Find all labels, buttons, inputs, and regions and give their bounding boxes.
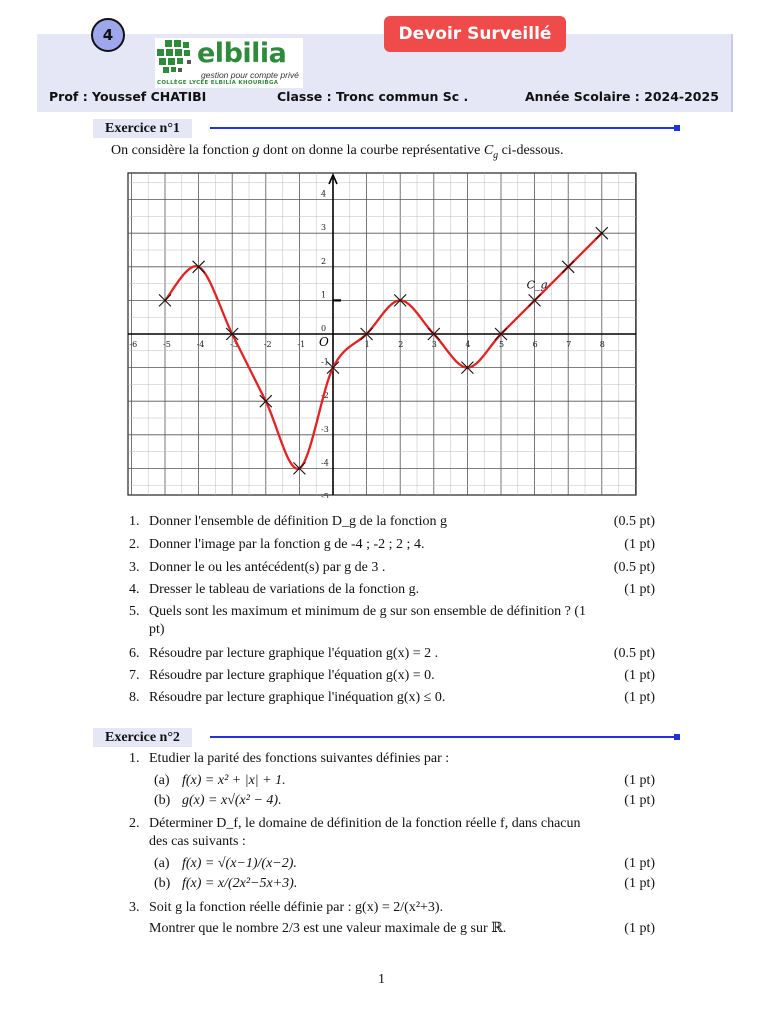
ex1-question-points: (1 pt)	[624, 668, 655, 683]
ex2-q1b-label: (b)	[154, 793, 171, 808]
ex2-q2-text: Déterminer D_f, le domaine de définition de la fonction réelle f, dans chacun	[149, 816, 581, 831]
y-tick-label: -5	[321, 492, 329, 498]
exercise2-rule-end	[674, 734, 680, 740]
ex1-question-text: Quels sont les maximum et minimum de g sur son ensemble de définition ? (1	[149, 604, 587, 619]
ex1-question-text: Résoudre par lecture graphique l'équation g(x) = 2 .	[149, 646, 439, 661]
ex2-q2-text2: des cas suivants :	[149, 834, 246, 849]
ex1-question-number: 3.	[129, 560, 140, 575]
x-tick-label: 1	[364, 340, 370, 349]
ex1-question-text: Résoudre par lecture graphique l'inéquation g(x) ≤ 0.	[149, 690, 446, 705]
ex2-q2b-label: (b)	[154, 876, 171, 891]
logo-tagline: gestion pour compte privé	[201, 70, 299, 80]
ex1-question-points: (1 pt)	[624, 537, 655, 552]
x-tick-label: -3	[230, 340, 238, 349]
ex2-q3-text2: Montrer que le nombre 2/3 est une valeur maximale de g sur ℝ.	[149, 921, 507, 936]
y-tick-label: 1	[321, 290, 327, 300]
ex2-q1b-points: (1 pt)	[624, 793, 655, 808]
ex2-q2b-expr: f(x) = x/(2x²−5x+3).	[182, 876, 298, 891]
x-tick-label: 8	[599, 340, 605, 349]
x-tick-label: -2	[263, 340, 272, 349]
ex1-question-text: Résoudre par lecture graphique l'équation g(x) = 0.	[149, 668, 435, 683]
x-tick-label: -6	[129, 340, 138, 349]
ex1-question-points: (0.5 pt)	[613, 646, 655, 661]
exercise2-rule	[210, 736, 678, 738]
ex1-question-points: (1 pt)	[624, 582, 655, 597]
y-tick-label: -4	[321, 458, 329, 468]
ex1-question-text: Donner l'ensemble de définition D_g de la fonction g	[149, 514, 447, 529]
ex1-question-text: Donner le ou les antécédent(s) par g de 3 .	[149, 560, 386, 575]
y-tick-label: -3	[321, 424, 329, 434]
ex2-q1b-expr: g(x) = x√(x² − 4).	[182, 793, 282, 808]
class-name: Classe : Tronc commun Sc .	[277, 89, 469, 104]
x-tick-label: -5	[163, 340, 171, 349]
x-tick-label: 6	[532, 340, 538, 349]
ex2-q1a-label: (a)	[154, 773, 170, 788]
exercise2-heading: Exercice n°2	[93, 728, 192, 747]
x-tick-label: -1	[297, 340, 306, 349]
ex2-q2a-points: (1 pt)	[624, 856, 655, 871]
exercise1-heading: Exercice n°1	[93, 119, 192, 138]
page-number: 1	[378, 972, 385, 987]
y-tick-label: 2	[321, 256, 327, 266]
exercise1-intro: On considère la fonction g dont on donne la courbe représentative $C_g$ ci-dessous.	[111, 143, 564, 161]
exercise1-rule	[210, 127, 678, 129]
exercise1-rule-end	[674, 125, 680, 131]
x-tick-label: 7	[566, 340, 572, 349]
ex1-question-text: Dresser le tableau de variations de la fonction g.	[149, 582, 420, 597]
school-logo	[155, 38, 303, 88]
ex2-q1-number: 1.	[129, 751, 140, 766]
x-tick-label: 5	[499, 340, 505, 349]
ex2-q1a-expr: f(x) = x² + |x| + 1.	[182, 773, 286, 788]
ex1-question-points: (0.5 pt)	[613, 560, 655, 575]
ex1-question-points: (1 pt)	[624, 690, 655, 705]
ex1-question-number: 2.	[129, 537, 140, 552]
y-tick-label: 4	[321, 189, 327, 199]
y-tick-label: 0	[321, 324, 327, 333]
ex1-question-number: 8.	[129, 690, 140, 705]
ex2-q3-points: (1 pt)	[624, 921, 655, 936]
y-tick-label: -1	[321, 357, 329, 367]
ex2-q1a-points: (1 pt)	[624, 773, 655, 788]
ex1-question-points: (0.5 pt)	[613, 514, 655, 529]
ex2-q3-number: 3.	[129, 900, 140, 915]
ex2-q3-text: Soit g la fonction réelle définie par : g(x) = 2/(x²+3).	[149, 900, 444, 915]
ex2-q2-number: 2.	[129, 816, 140, 831]
origin-label: O	[319, 335, 329, 349]
function-graph	[127, 172, 639, 498]
ex2-q2a-label: (a)	[154, 856, 170, 871]
page-badge: 4	[91, 18, 125, 52]
prof-name: Prof : Youssef CHATIBI	[49, 89, 207, 104]
logo-word: elbilia	[197, 38, 287, 69]
ex1-question-number: 1.	[129, 514, 140, 529]
school-year: Année Scolaire : 2024-2025	[525, 89, 719, 104]
ex1-question-text: Donner l'image par la fonction g de -4 ; -2 ; 2 ; 4.	[149, 537, 425, 552]
logo-grid-icon	[157, 40, 197, 80]
curve-label: C_g	[526, 278, 548, 292]
x-tick-label: 4	[465, 340, 471, 349]
ex1-question-number: 5.	[129, 604, 140, 619]
ex2-q1-text: Etudier la parité des fonctions suivantes définies par :	[149, 751, 450, 766]
logo-schools: COLLÈGE LYCÉE ELBILIA KHOURIBGA	[157, 80, 279, 86]
x-tick-label: 3	[431, 340, 437, 349]
ex1-question-number: 6.	[129, 646, 140, 661]
ex1-question-number: 4.	[129, 582, 140, 597]
y-tick-label: -2	[321, 391, 329, 401]
ex2-q2a-expr: f(x) = √(x−1)/(x−2).	[182, 856, 297, 871]
ex2-q2b-points: (1 pt)	[624, 876, 655, 891]
x-tick-label: 2	[398, 340, 404, 349]
x-tick-label: -4	[196, 340, 205, 349]
title-banner: Devoir Surveillé	[384, 16, 566, 52]
ex1-question-text-cont: pt)	[149, 622, 165, 637]
ex1-question-number: 7.	[129, 668, 140, 683]
y-tick-label: 3	[321, 223, 327, 233]
